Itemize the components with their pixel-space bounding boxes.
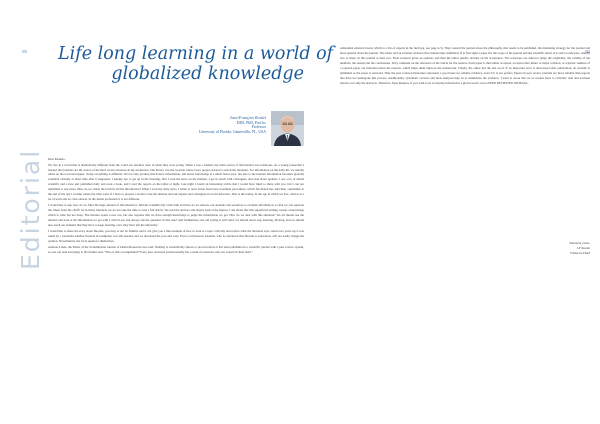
section-label: Editorial xyxy=(16,148,45,270)
body-paragraph-3: I would like to share the story about fluoride, you may or not be familiar and it can give you a fine example of how to look at a topic critically and review what the literature says. About two years ago I was asked by a journalist whether fluoride in toothpaste was still needed, and we discussed the pros and cons. Even a well known scientist, who is convinced that fluoride is poisonous, will not easily change his opinion. Nevertheless, the facts speak for themselves. xyxy=(48,228,304,243)
body-paragraph-1: We live in a world that is dramatically different from the world our teachers were in when they were young. When I was a student, my main source of information was textbooks. As a young researcher I learned that journals are the source of the most recent advances in my profession. The library was the location where every project started to search the literature. For information on the daily life we usually relied on the local newspaper. Today everything is different. We not only produce much more information, and newer knowledge at a much faster pace, but also to the internet information becomes globally available virtually at short time after it happened. I usually use to get up in the morning, first I scan the news on the internet, I get in touch with colleagues, and read about updates. I see a lot of dental scientific and a new text published daily and even a book, and I read the reports on the tablet at night. Last night I found an interesting article that I would have liked to share with you, but I can not remember it any more. How do we check the truth in all this information? When I scan my daily news, I listen to news feeds about new treatment procedures, which fascinated me. And then, sometimes at the end of the day I wonder where my time went. If I have to prepare a lecture I use the internet and ask experts and colleagues in social networks. That is the reality, in the age in which we live, often it is a lot of work and no clear answer. In the dental profession it is not different. xyxy=(48,162,304,202)
signoff-closing: Sincerely yours, xyxy=(569,241,590,245)
title-line-1: Life long learning in a world of xyxy=(58,44,334,64)
author-degrees: DDS, PhD, Prof.hc xyxy=(236,120,266,125)
crop-mark-left xyxy=(22,50,27,53)
article-title xyxy=(58,44,334,84)
signoff-title: Editor-in-Chief xyxy=(570,251,590,256)
author-name: Jean-François Roulet xyxy=(229,115,266,120)
portrait-image xyxy=(271,111,304,146)
left-column xyxy=(48,157,304,256)
signoff-name: J-F Roulet xyxy=(576,246,590,251)
right-column xyxy=(340,46,590,86)
author-block xyxy=(156,116,266,134)
author-role: Professor xyxy=(251,125,266,130)
title-line-2: globalized knowledge xyxy=(111,64,304,84)
author-portrait xyxy=(271,111,304,146)
signoff xyxy=(520,241,590,257)
body-paragraph-4: Andreas Linde, the Editor of the Scandinavian Journal of Dental Research once said: Nothing is scientifically shown or proven before it has been published in a scientific journal with a peer review system, so one can read and judge it. He further said: "How is this accomplished? Every peer reviewed journal usually has a team of reviewers who are experts in their field." xyxy=(48,244,304,254)
body-paragraph-5: substantial editorial board, which is a list of experts in the field (eg. see page 4-5). They consult the journal about the philosophy, that needs to be published, the marketing strategy for the journal and more general about the journal. The editor and an external reviewer files manuscripts submitted. If at first sight a paper fits the scope of the journal and has scientific merit, it is sent to reviewers, usually two or three; in this journal at least two. Each reviewer gives an opinion, and then the editor usually decides on the acceptance. The reviewers are asked to judge the originality, the validity of the methods, the results and the conclusions. They comment on the relevance of the article for the readers. Each paper is then either accepted, accepted after minor or major revision, or rejected. Authors of a rejected paper are informed about the reasons, which helps them improve the manuscript. Finally, the editor has the last word. If an important error is discovered after publication, an erratum is published or the paper is retracted. Thus the peer reviewed literature represents a good basis for reliable evidence, even if it is not perfect. Papers in peer review journals are more reliable than reports that have not undergone this process. Additionally, systematic reviews and meta-analyses help us to summarize the evidence. I want to stress that we as readers have to critically read and evaluate articles, not only the abstracts. Therefore, Dear Readers, if you wish to be accurately informed in a global world, read a PEER REVIEWED JOURNAL. xyxy=(340,46,590,85)
body-paragraph-2: I would like to ask, how do we filter the huge amount of information to find the scientifically valid truth and how do we educate our students and ourselves to evaluate information, so that we can separate the wheat from the chaff? As in many instances we do not take the time to read a full article. We read the abstract and maybe look at the figures. I am afraid that this superficial reading creates a knowledge which is wide but not deep. The internet opens a new era, but also requires that we have enough knowledge to judge the information we get. How do we deal with this situation? We all should use the internet and look at the information we get with a critical eye and always ask the question: Is this true? And furthermore, the old saying is still valid: we should never stop learning, lifelong, and we should also teach our students that they have to keep learning, once they have left the university. xyxy=(48,203,304,227)
author-affiliation: University of Florida, Gainesville, FL, USA xyxy=(198,129,266,134)
greeting: Dear Readers, xyxy=(48,157,66,161)
